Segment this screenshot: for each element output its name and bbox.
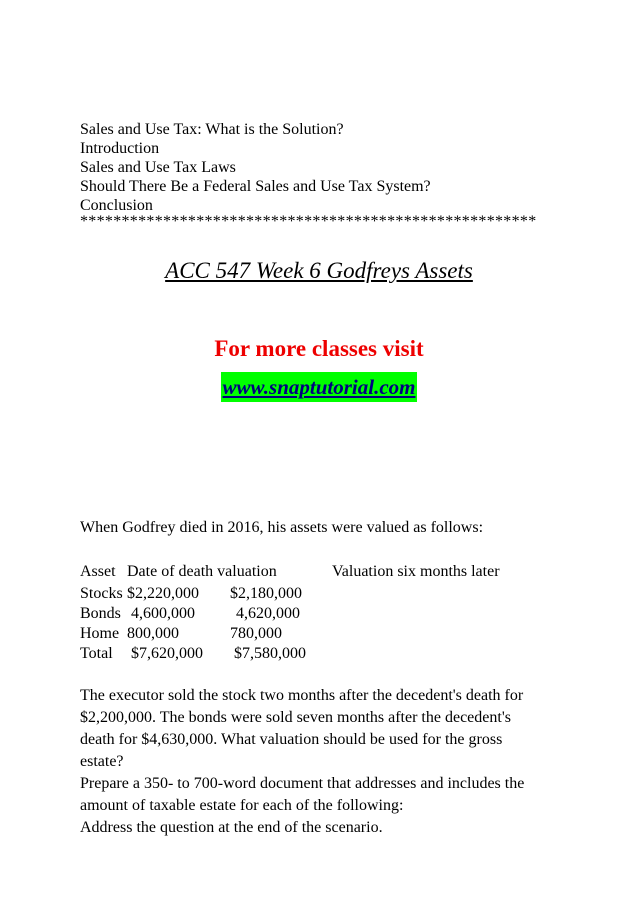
table-header-later: Valuation six months later bbox=[332, 563, 500, 580]
table-cell-asset: Home bbox=[80, 625, 120, 642]
table-cell-asset: Bonds bbox=[80, 605, 121, 622]
body-line-3: death for $4,630,000. What valuation should be used for the gross bbox=[80, 731, 503, 748]
intro-text: When Godfrey died in 2016, his assets were valued as follows: bbox=[80, 519, 484, 536]
table-cell-death: $2,220,000 bbox=[127, 585, 199, 602]
promo-text: For more classes visit bbox=[214, 336, 424, 361]
table-cell-death: 800,000 bbox=[127, 625, 179, 642]
body-line-6: amount of taxable estate for each of the following: bbox=[80, 797, 404, 814]
body-line-4: estate? bbox=[80, 753, 124, 770]
table-cell-asset: Total bbox=[80, 645, 113, 662]
header-line-2: Introduction bbox=[80, 140, 160, 157]
header-line-3: Sales and Use Tax Laws bbox=[80, 159, 236, 176]
table-cell-later: 780,000 bbox=[230, 625, 282, 642]
document-title: ACC 547 Week 6 Godfreys Assets bbox=[165, 258, 473, 283]
header-line-4: Should There Be a Federal Sales and Use Tax System? bbox=[80, 178, 431, 195]
table-cell-death: $7,620,000 bbox=[131, 645, 203, 662]
table-cell-death: 4,600,000 bbox=[131, 605, 195, 622]
body-line-5: Prepare a 350- to 700-word document that addresses and includes the bbox=[80, 775, 525, 792]
table-header-death: Date of death valuation bbox=[127, 563, 277, 580]
table-header-asset: Asset bbox=[80, 563, 116, 580]
body-line-7: Address the question at the end of the scenario. bbox=[80, 819, 383, 836]
header-line-1: Sales and Use Tax: What is the Solution? bbox=[80, 121, 344, 138]
body-line-1: The executor sold the stock two months after the decedent's death for bbox=[80, 687, 524, 704]
table-cell-asset: Stocks bbox=[80, 585, 123, 602]
separator-line: ******************************************************* bbox=[80, 213, 537, 230]
table-cell-later: 4,620,000 bbox=[236, 605, 300, 622]
table-cell-later: $2,180,000 bbox=[230, 585, 302, 602]
promo-link[interactable]: www.snaptutorial.com bbox=[221, 372, 418, 402]
header-line-5: Conclusion bbox=[80, 197, 153, 214]
body-line-2: $2,200,000. The bonds were sold seven months after the decedent's bbox=[80, 709, 511, 726]
promo-link-wrap bbox=[0, 372, 638, 402]
table-cell-later: $7,580,000 bbox=[234, 645, 306, 662]
